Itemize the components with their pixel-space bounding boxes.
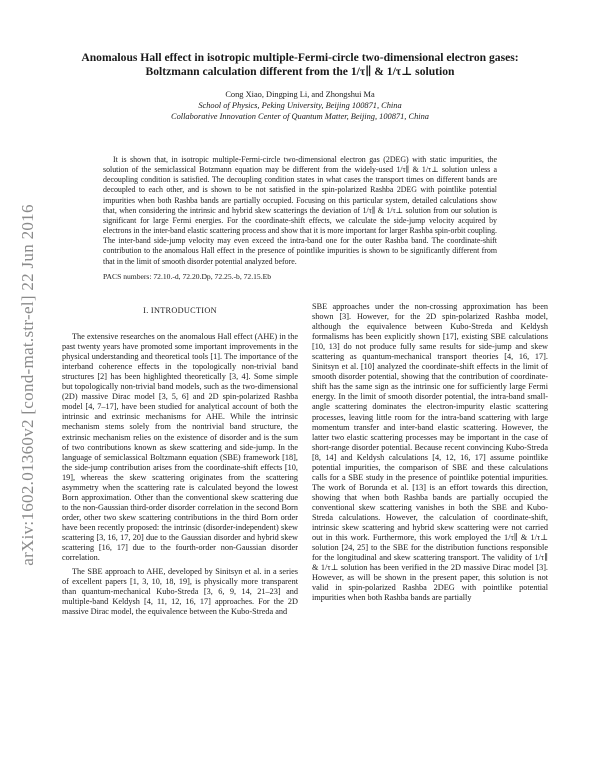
arxiv-id-text: arXiv:1602.01360v2 [cond-mat.str-el] 22 Jun 2016: [18, 204, 37, 566]
arxiv-identifier-stamp: [8, 150, 48, 620]
left-column: [62, 302, 298, 617]
paper-title: Anomalous Hall effect in isotropic multiple-Fermi-circle two-dimensional electron gases: Boltzmann calculation different from the 1/τ∥ & 1/τ⊥ solution: [81, 51, 519, 78]
section-heading-introduction: I. INTRODUCTION: [143, 306, 217, 315]
intro-paragraph-2: The SBE approach to AHE, developed by Sinitsyn et al. in a series of excellent papers [1, 3, 10, 18, 19], is physically more transparent than quantum-mechanical Kubo-Streda [3, 6, 9, 14, 21–23] and multiple-band Keldysh [4, 11, 12, 16, 17] approaches. For the 2D massive Dirac model, the equivalence between the Kubo-Streda and: [62, 567, 298, 617]
author-names: Cong Xiao, Dingping Li, and Zhongshui Ma: [225, 90, 375, 99]
abstract: It is shown that, in isotropic multiple-Fermi-circle two-dimensional electron gas (2DEG) with static impurities, the solution of the semiclassical Botzmann equation may be different from the widely-used 1/τ∥ & 1/τ⊥ solution unless a decoupling condition is satisfied. The decoupling condition states in what cases the transport times on different bands are decoupled to each other, and is shown to be not satisfied in the spin-polarized Rashba 2DEG with pointlike potential impurities when both Rashba bands are partially occupied. Focusing on this particular system, detailed calculations show that, when considering the intrinsic and hybrid skew scatterings the deviation of 1/τ∥ & 1/τ⊥ solution from our solution is significant for large Fermi energies. For the coordinate-shift effects, we calculate the side-jump velocity acquired by electrons in the inter-band elastic scattering process and show that it is more important for larger Rashba spin-orbit coupling. The inter-band side-jump velocity may even exceed the intra-band one for the outer Rashba band. The coordinate-shift contribution to the anomalous Hall effect in the presence of pointlike impurities is shown to be significantly different from that in the limit of smooth disorder potential analyzed before.: [103, 155, 497, 266]
author-block: [62, 89, 538, 122]
affiliation-line-2: Collaborative Innovation Center of Quantum Matter, Beijing, 100871, China: [171, 112, 429, 121]
pacs-numbers: PACS numbers: 72.10.-d, 72.20.Dp, 72.25.-b, 72.15.Eb: [103, 272, 272, 281]
intro-paragraph-3: SBE approaches under the non-crossing approximation has been shown [3]. However, for the 2D spin-polarized Rashba model, although the equivalence between Kubo-Streda and Keldysh formalisms has been explicitly shown [17], existing SBE calculations [10, 13] do not produce fully same results for side-jump and skew scattering as quantum-mechanical transport theories [4, 16, 17]. Sinitsyn et al. [10] analyzed the coordinate-shift effects in the limit of smooth disorder potential, showing that the contribution of coordinate-shift has the same sign as the intrinsic one for sufficiently large Fermi energy. In the limit of smooth disorder potential, the intra-band small-angle scattering dominates the electron-impurity elastic scattering processes, leaving little room for the intra-band scattering with large momentum transfer and inter-band elastic scattering. However, the latter two elastic scattering processes may be important in the case of short-range disorder potential. Because recent convincing Kubo-Streda [8, 14] and Keldysh calculations [4, 12, 16, 17] assume pointlike potential impurities, the comparison of SBE and these calculations calls for a SBE study in the presence of pointlike potential impurities. The work of Borunda et al. [13] is an effort towards this direction, showing that when both Rashba bands are partially occupied the conventional skew scattering vanishes in both the SBE and Kubo-Streda calculations. However, the calculation of coordinate-shift, intrinsic skew scattering and hybrid skew scattering were not carried out in this work. Furthermore, this work employed the 1/τ∥ & 1/τ⊥ solution [24, 25] to the SBE for the distribution functions responsible for the longitudinal and skew scattering transport. The validity of 1/τ∥ & 1/τ⊥ solution has been verified in the 2D massive Dirac model [3]. However, as will be shown in the present paper, this solution is not valid in spin-polarized Rashba 2DEG with pointlike potential impurities when both Rashba bands are partially: [312, 302, 548, 603]
affiliation-line-1: School of Physics, Peking University, Beijing 100871, China: [198, 101, 402, 110]
intro-paragraph-1: The extensive researches on the anomalous Hall effect (AHE) in the past twenty years have promoted some important improvements in the physical understanding and theoretical tools [1]. The importance of the interband coherence effects in the topologically non-trivial band structures [2] has been highlighted theoretically [3, 4]. Some simple but topologically non-trivial band models, such as the two-dimensional (2D) massive Dirac model [3, 5, 6] and 2D spin-polarized Rashba model [4, 7–17], have been studied for analytical account of both the intrinsic and extrinsic mechanisms for AHE. While the intrinsic mechanism stems solely from the nontrivial band structure, the extrinsic mechanism relies on the existence of disorder and is the sum of two contributions known as skew scattering and side-jump. In the language of semiclassical Boltzmann equation (SBE) framework [18], the side-jump contribution arises from the coordinate-shift effects [10, 19], whereas the skew scattering originates from the scattering asymmetry when the scattering rate is calculated beyond the lowest Born approximation. Other than the conventional skew scattering due to the non-Gaussian third-order disorder correlation in the second Born order, other two skew scattering contributions in the third Born order have been recently proposed: the intrinsic (disorder-independent) skew scattering [3, 16, 17, 20] due to the Gaussian disorder and hybrid skew scattering [16, 17] due to the fourth-order non-Gaussian disorder correlation.: [62, 332, 298, 563]
right-column: [312, 302, 548, 603]
